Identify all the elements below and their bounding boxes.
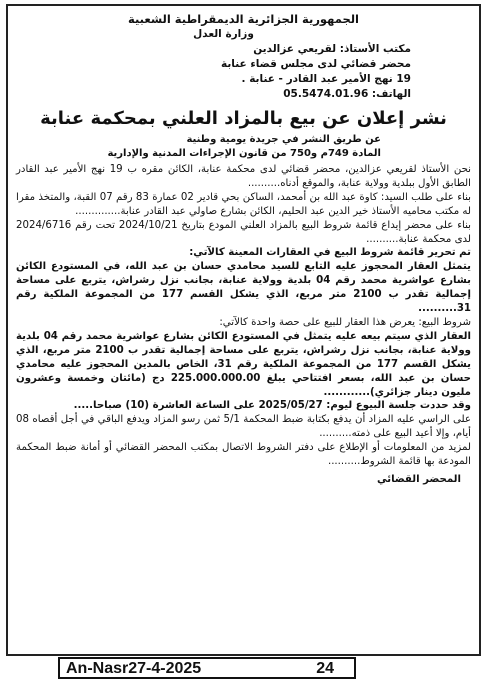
- notice-body: [16, 163, 471, 487]
- header-phone: الهاتف: 05.5474.01.96: [283, 88, 411, 100]
- header-office: مكتب الأستاذ: لقريعي عزالدين: [253, 43, 411, 55]
- paragraph-sale-details: العقار الذي سيتم بيعه عليه يتمثل في المستودع الكائن بشارع عواشرية محمد رقم 04 بلدية وولاية عنابة، بجانب نزل رشراش، يتربع على مساحة إجمالية تقدر ب 2100 متر مربع، الذي يشكل القسم 177 من المجموعة الملكية رقم 31، الخاص بالمدين المحجوز عليه محامدي حسان بن عبد الله، بسعر افتتاحي يبلغ 225.000.000.00 دج (مائتان وخمسة وعشرون مليون دينار جزائري)............: [16, 330, 472, 398]
- notice-title: نشر إعلان عن بيع بالمزاد العلني بمحكمة عنابة: [40, 108, 447, 129]
- notice-frame: [6, 4, 481, 656]
- paragraph-conditions-heading: تم تحرير قائمة شروط البيع في العقارات المعينة كالآتي:: [189, 247, 471, 259]
- subtitle-line-1: عن طريق النشر في جريدة يومية وطنية: [186, 134, 381, 145]
- publication-date: An-Nasr27-4-2025: [66, 660, 202, 677]
- paragraph-property: يتمثل العقار المحجوز عليه التابع للسيد محامدي حسان بن عبد الله، في المستودع الكائن بشارع عواشرية محمد رقم 04 بلدية وولاية عنابة، بجانب نزل رشراش، يتربع على مساحة إجمالية تقدر ب 2100 متر مربع، الذي يشكل القسم 177 من المجموعة الملكية رقم 31..........: [16, 261, 471, 315]
- header-ministry: وزارة العدل: [193, 28, 254, 40]
- subtitle-line-2: المادة 749م و750 من قانون الإجراءات المدنية والإدارية: [107, 148, 381, 159]
- paragraph-session-date: وقد حددت جلسة البيوع ليوم: 2025/05/27 على الساعة العاشرة (10) صباحا.....: [73, 400, 471, 412]
- header-address: 19 نهج الأمير عبد القادر - عنابة .: [241, 73, 411, 85]
- page-footer: [58, 657, 356, 679]
- page-number: 24: [316, 660, 334, 677]
- notice-content: [16, 12, 471, 487]
- paragraph-deposit: بناء على محضر إيداع قائمة شروط البيع بالمزاد العلني المودع بتاريخ 2024/10/21 تحت رقم 2024/6716 لدى محكمة عنابة..........: [16, 219, 471, 245]
- header-republic: الجمهورية الجزائرية الديمقراطية الشعبية: [127, 12, 359, 26]
- paragraph-intro: نحن الأستاذ لقريعي عزالدين، محضر قضائي لدى محكمة عنابة، الكائن مقره ب 19 نهج الأمير عبد القادر الطابق الأول ببلدية وولاية عنابة، والموقع أدناه..........: [16, 164, 471, 189]
- office-header: [16, 12, 471, 102]
- paragraph-contact: لمزيد من المعلومات أو الإطلاع على دفتر الشروط الاتصال بمكتب المحضر القضائي أو أمانة ضبط المحكمة المودعة بها قائمة الشروط..........: [16, 442, 471, 468]
- header-role: محضر قضائي لدى مجلس قضاء عنابة: [220, 58, 411, 70]
- notice-subtitle: [16, 133, 471, 161]
- paragraph-payment: على الراسي عليه المزاد أن يدفع بكتابة ضبط المحكمة 5/1 ثمن رسو المزاد ويدفع الباقي في أجل أقصاه 08 أيام، وإلا أعيد البيع على ذمته..........: [16, 414, 471, 440]
- paragraph-sale-terms-heading: شروط البيع: يعرض هذا العقار للبيع على حصة واحدة كالآتي:: [219, 316, 471, 328]
- signature-bailiff: المحضر القضائي: [376, 473, 461, 485]
- paragraph-request: بناء على طلب السيد: كاوة عبد الله بن أمحمد، الساكن بحي قادير 02 عمارة 83 رقم 07 القبة، والمتخذ مقرا له مكتب محاميه الأستاذ خير الدين عبد الحليم، الكائن بشارع صاولي عبد القادر عنابة..............: [16, 191, 472, 217]
